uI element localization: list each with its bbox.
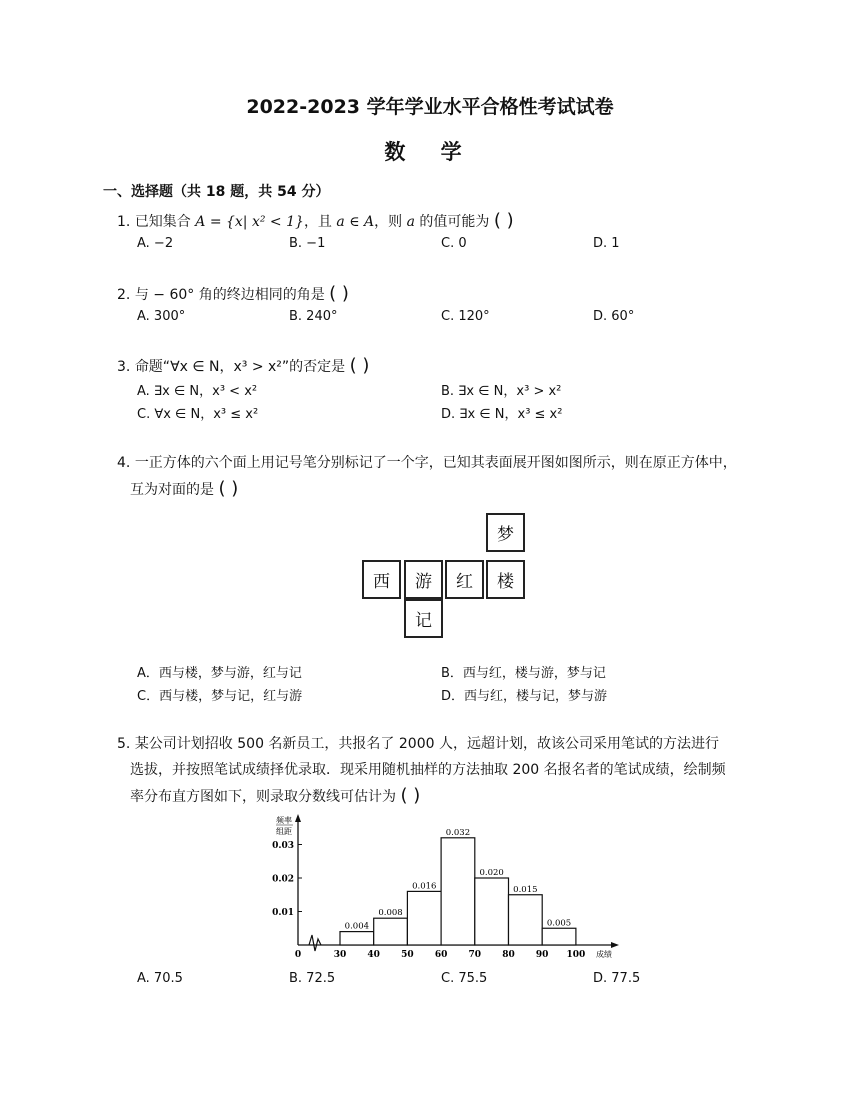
histogram-bar	[407, 891, 441, 945]
option-d: D．西与红，楼与记，梦与游	[441, 689, 608, 704]
x-tick-label: 100	[566, 950, 586, 960]
x-tick-label: 70	[468, 950, 482, 960]
net-face-bottom: 记	[404, 599, 443, 638]
histogram-bar	[509, 895, 543, 945]
answer-blank: ( )	[400, 785, 421, 806]
net-face-3: 红	[445, 560, 484, 599]
question-text: 一正方体的六个面上用记号笔分别标记了一个字，已知其表面展开图如图所示，则在原正方体中，	[134, 455, 737, 471]
section-heading: 一、选择题（共 18 题，共 54 分）	[103, 184, 330, 200]
question-4	[117, 452, 737, 472]
question-5-line2: 选拔，并按照笔试成绩择优录取．现采用随机抽样的方法抽取 200 名报名者的笔试成绩，绘制频	[130, 762, 726, 778]
question-2	[117, 283, 349, 304]
question-1	[117, 210, 514, 231]
question-number: 1.	[117, 214, 131, 230]
bar-value-label: 0.020	[479, 868, 504, 878]
question-5-line3	[130, 785, 420, 806]
math-var: a	[406, 214, 415, 230]
option-b: B. 72.5	[289, 971, 336, 986]
question-number: 3.	[117, 359, 131, 375]
y-axis-arrow	[295, 814, 301, 822]
math-membership: a ∈ A	[336, 214, 375, 230]
option-c: C．西与楼，梦与记，红与游	[137, 689, 303, 704]
net-face-top: 梦	[486, 513, 525, 552]
question-3	[117, 355, 369, 376]
net-face-4: 楼	[486, 560, 525, 599]
option-b: B. −1	[289, 236, 326, 251]
question-5	[117, 733, 719, 753]
question-text: 的值可能为	[414, 214, 490, 230]
question-4-line2	[130, 478, 238, 499]
x-axis-label: 成绩	[596, 950, 612, 959]
question-text: 率分布直方图如下，则录取分数线可估计为	[130, 789, 396, 805]
y-tick-label: 0.02	[272, 874, 294, 885]
option-a: A. 300°	[137, 309, 186, 324]
question-number: 4.	[117, 455, 131, 471]
question-text: 某公司计划招收 500 名新员工，共报名了 2000 人，远超计划，故该公司采用笔试的方法进行	[134, 736, 719, 752]
option-a: A．西与楼，梦与游，红与记	[137, 666, 302, 681]
option-d: D. 1	[593, 236, 620, 251]
exam-title: 2022-2023 学年学业水平合格性考试试卷	[246, 96, 614, 118]
option-b: B．西与红，楼与游，梦与记	[441, 666, 606, 681]
math-set: A = {x| x² < 1}	[195, 214, 304, 230]
histogram-bar	[475, 878, 509, 945]
option-c: C. ∀x ∈ N，x³ ≤ x²	[137, 407, 259, 422]
bar-value-label: 0.015	[513, 884, 538, 895]
question-text: 与 − 60° 角的终边相同的角是	[134, 287, 325, 303]
x-tick-label: 30	[333, 950, 347, 960]
bar-value-label: 0.016	[412, 881, 437, 892]
answer-blank: ( )	[329, 283, 349, 304]
question-text: 互为对面的是	[130, 482, 214, 498]
x-tick-label: 50	[401, 950, 414, 960]
x-axis-arrow	[611, 942, 619, 948]
question-text: 已知集合	[134, 214, 196, 230]
x-tick-label: 0	[294, 950, 302, 960]
question-text: ，且	[303, 214, 337, 230]
histogram-bar	[340, 932, 374, 945]
option-a: A. ∃x ∈ N，x³ < x²	[137, 384, 258, 399]
option-d: D. 60°	[593, 309, 635, 324]
answer-blank: ( )	[493, 210, 514, 231]
net-face-1: 西	[362, 560, 401, 599]
option-a: A. 70.5	[137, 971, 183, 986]
histogram-bar	[441, 838, 475, 945]
y-tick-label: 0.01	[272, 908, 294, 918]
histogram-bar	[374, 918, 408, 945]
bar-value-label: 0.008	[378, 908, 403, 919]
x-tick-label: 90	[535, 950, 549, 960]
option-b: B. 240°	[289, 309, 338, 324]
option-c: C. 0	[441, 236, 467, 251]
question-text: ，则	[374, 214, 407, 230]
axis-break-mark	[309, 935, 321, 951]
option-c: C. 75.5	[441, 971, 488, 986]
net-face-2: 游	[404, 560, 443, 599]
x-tick-label: 60	[434, 950, 448, 960]
option-c: C. 120°	[441, 309, 490, 324]
frequency-histogram	[270, 812, 640, 964]
y-tick-label: 0.03	[272, 841, 294, 851]
x-tick-label: 80	[502, 950, 515, 960]
answer-blank: ( )	[218, 478, 239, 499]
option-a: A. −2	[137, 236, 174, 251]
x-tick-label: 40	[367, 950, 380, 960]
bar-value-label: 0.005	[546, 918, 572, 929]
bar-value-label: 0.004	[344, 921, 370, 932]
question-number: 2.	[117, 287, 131, 303]
y-axis-label: 组距	[276, 827, 292, 836]
question-number: 5.	[117, 736, 131, 752]
y-axis-label: 频率	[276, 816, 292, 825]
answer-blank: ( )	[349, 355, 370, 376]
question-text: 命题“∀x ∈ N，x³ > x²”的否定是	[134, 359, 346, 375]
option-b: B. ∃x ∈ N，x³ > x²	[441, 384, 562, 399]
bar-value-label: 0.032	[445, 827, 471, 838]
histogram-bar	[542, 928, 576, 945]
subject-title: 数 学	[384, 140, 476, 164]
option-d: D. 77.5	[593, 971, 641, 986]
option-d: D. ∃x ∈ N，x³ ≤ x²	[441, 407, 563, 422]
